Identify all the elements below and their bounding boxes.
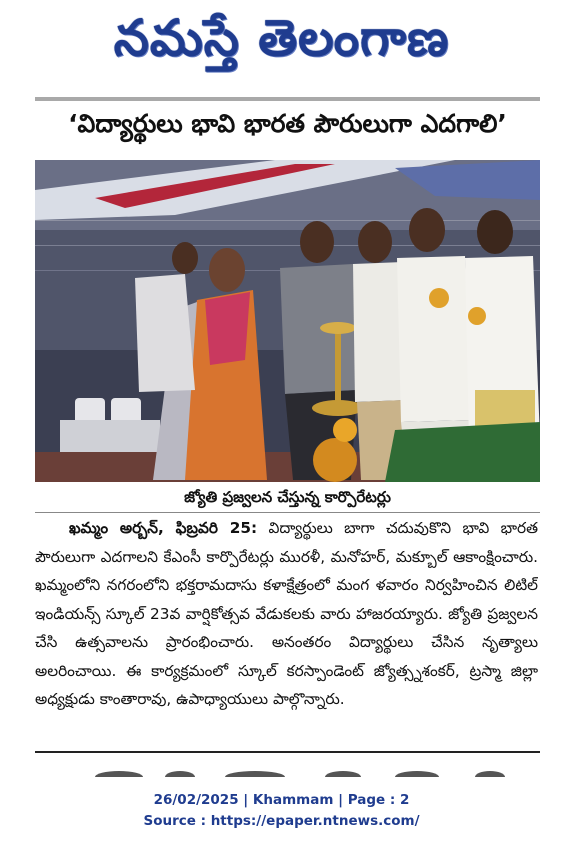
article-headline: ‘విద్యార్థులు భావి భారత పౌరులుగా ఎదగాలి’ bbox=[68, 109, 507, 138]
photo-caption: జ్యోతి ప్రజ్వలన చేస్తున్న కార్పొరేటర్లు bbox=[35, 486, 540, 513]
newspaper-masthead bbox=[0, 0, 563, 88]
next-article-cutoff bbox=[35, 771, 540, 777]
article-photo bbox=[35, 160, 540, 482]
masthead-title: నమస్తే తెలంగాణ bbox=[113, 8, 450, 67]
bottom-divider bbox=[35, 751, 540, 753]
footer-source-link[interactable]: Source : https://epaper.ntnews.com/ bbox=[143, 813, 420, 829]
page-footer bbox=[0, 790, 563, 832]
article-body bbox=[35, 514, 538, 748]
footer-edition-info: 26/02/2025 | Khammam | Page : 2 bbox=[153, 792, 410, 808]
top-divider bbox=[35, 97, 540, 101]
article-dateline: ఖమ్మం అర్బన్, ఫిబ్రవరి 25: bbox=[69, 519, 258, 537]
article-text: విద్యార్థులు బాగా చదువుకొని భావి భారత పౌరులుగా ఎదగాలని కేఎంసీ కార్పొరేటర్లు మురళీ, మనోహర్, మక్బూల్ ఆకాంక్షించారు. ఖమ్మంలోని నగరంలోని భక్తరామదాసు కళాక్షేత్రంలో మంగ ళవారం నిర్వహించిన లిటిల్ ఇండియన్స్ స్కూల్ 23వ వార్షికోత్సవ వేడుకలకు వారు హాజరయ్యారు. జ్యోతి ప్రజ్వలన చేసి ఉత్సవాలను ప్రారంభించారు. అనంతరం విద్యార్థులు చేసిన నృత్యాలు అలరించాయి. ఈ కార్యక్రమంలో స్కూల్ కరస్పాండెంట్ జ్యోత్స్నశంకర్, ట్రస్మా జిల్లా అధ్యక్షుడు కాంతారావు, ఉపాధ్యాయులు పాల్గొన్నారు. bbox=[35, 519, 538, 708]
